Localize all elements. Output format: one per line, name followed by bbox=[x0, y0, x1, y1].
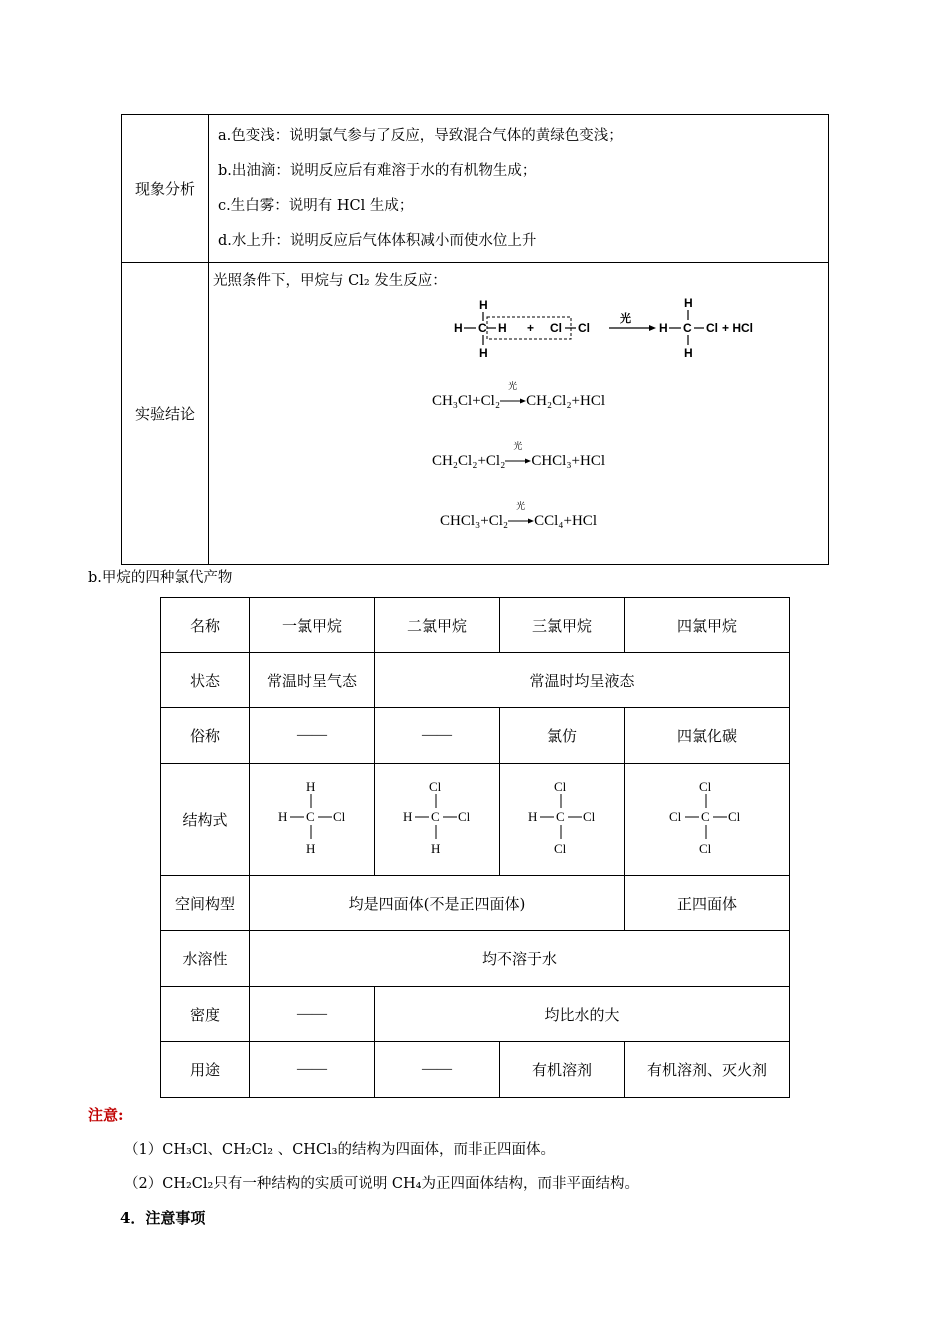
svg-text:H: H bbox=[306, 778, 316, 794]
table-row bbox=[161, 1042, 790, 1098]
table-cell: 均是四面体(不是正四面体) bbox=[250, 876, 625, 931]
svg-text:C: C bbox=[306, 808, 315, 824]
equation: CH₃Cl+Cl₂ 光 CH₂Cl₂+HCl bbox=[431, 381, 606, 409]
svg-text:Cl: Cl bbox=[333, 808, 346, 824]
svg-text:Cl: Cl bbox=[583, 808, 596, 824]
conclusion-content bbox=[209, 263, 829, 565]
analysis-row bbox=[122, 115, 829, 263]
experiment-table bbox=[121, 114, 829, 565]
notes-title: 注意: bbox=[88, 1106, 124, 1124]
conclusion-row bbox=[122, 263, 829, 565]
table-row bbox=[161, 876, 790, 931]
atom-h: H bbox=[454, 321, 463, 335]
reaction-arrow bbox=[505, 457, 531, 465]
row-label: 用途 bbox=[161, 1042, 250, 1098]
next-heading: 4．注意事项 bbox=[120, 1209, 206, 1227]
header-cell: 四氯甲烷 bbox=[625, 598, 790, 653]
table-cell: 均不溶于水 bbox=[250, 931, 790, 987]
table-cell: 四氯化碳 bbox=[625, 708, 790, 764]
equation: CHCl₃+Cl₂ 光 CCl₄+HCl bbox=[440, 501, 597, 529]
svg-text:C: C bbox=[431, 808, 440, 824]
table-cell: 有机溶剂 bbox=[500, 1042, 625, 1098]
reaction-arrow bbox=[500, 397, 526, 405]
note-item: （1）CH₃Cl、CH₂Cl₂ 、CHCl₃的结构为四面体，而非正四面体。 bbox=[124, 1142, 555, 1158]
table-cell: 常温时均呈液态 bbox=[375, 653, 790, 708]
row-label: 俗称 bbox=[161, 708, 250, 764]
table-row bbox=[161, 653, 790, 708]
section-title: b.甲烷的四种氯代产物 bbox=[88, 570, 233, 586]
table-row bbox=[161, 598, 790, 653]
atom-c: C bbox=[683, 321, 692, 335]
table-cell: 正四面体 bbox=[625, 876, 790, 931]
atom-cl: Cl bbox=[578, 321, 590, 335]
structure-chcl3 bbox=[500, 764, 625, 876]
chloromethanes-table bbox=[160, 597, 790, 1098]
structure-ch2cl2 bbox=[375, 764, 500, 876]
analysis-content bbox=[209, 115, 829, 263]
structural-formula bbox=[397, 777, 477, 859]
light-condition: 光 bbox=[620, 313, 631, 325]
table-cell: —— bbox=[250, 708, 375, 764]
table-cell: —— bbox=[375, 1042, 500, 1098]
svg-text:H: H bbox=[278, 808, 288, 824]
table-cell: —— bbox=[250, 987, 375, 1042]
product-hcl: + HCl bbox=[722, 321, 754, 335]
reaction-arrow bbox=[508, 517, 534, 525]
row-label: 空间构型 bbox=[161, 876, 250, 931]
atom-h: H bbox=[479, 298, 488, 312]
svg-text:Cl: Cl bbox=[429, 778, 442, 794]
table-cell: —— bbox=[250, 1042, 375, 1098]
header-cell: 二氯甲烷 bbox=[375, 598, 500, 653]
row-label: 状态 bbox=[161, 653, 250, 708]
table-row bbox=[161, 987, 790, 1042]
structural-formula bbox=[522, 777, 602, 859]
svg-text:Cl: Cl bbox=[554, 840, 567, 856]
row-label: 结构式 bbox=[161, 764, 250, 876]
structural-formula bbox=[272, 777, 352, 859]
equation: CH₂Cl₂+Cl₂ 光 CHCl₃+HCl bbox=[431, 441, 606, 469]
table-row bbox=[161, 931, 790, 987]
structure-ch3cl bbox=[250, 764, 375, 876]
analysis-label: 现象分析 bbox=[122, 115, 209, 263]
svg-text:C: C bbox=[556, 808, 565, 824]
note-item: （2）CH₂Cl₂只有一种结构的实质可说明 CH₄为正四面体结构，而非平面结构。 bbox=[124, 1176, 639, 1192]
atom-h: H bbox=[498, 321, 507, 335]
svg-text:H: H bbox=[306, 840, 316, 856]
svg-text:H: H bbox=[528, 808, 538, 824]
table-cell: 常温时呈气态 bbox=[250, 653, 375, 708]
row-label: 密度 bbox=[161, 987, 250, 1042]
svg-text:C: C bbox=[701, 808, 710, 824]
analysis-item: c.生白雾：说明有 HCl 生成； bbox=[218, 197, 414, 214]
atom-cl: Cl bbox=[550, 321, 562, 335]
analysis-item: d.水上升：说明反应后气体体积减小而使水位上升 bbox=[218, 232, 537, 249]
svg-text:Cl: Cl bbox=[554, 778, 567, 794]
atom-h: H bbox=[684, 346, 693, 360]
svg-text:Cl: Cl bbox=[458, 808, 471, 824]
conclusion-intro: 光照条件下，甲烷与 Cl₂ 发生反应： bbox=[213, 273, 447, 289]
plus-sign: + bbox=[527, 321, 535, 335]
header-cell: 三氯甲烷 bbox=[500, 598, 625, 653]
methane-chlorination-scheme bbox=[444, 297, 784, 367]
structural-formula bbox=[667, 777, 747, 859]
table-cell: 有机溶剂、灭火剂 bbox=[625, 1042, 790, 1098]
svg-text:H: H bbox=[403, 808, 413, 824]
header-cell: 一氯甲烷 bbox=[250, 598, 375, 653]
conclusion-label: 实验结论 bbox=[122, 263, 209, 565]
table-cell: 均比水的大 bbox=[375, 987, 790, 1042]
table-cell: —— bbox=[375, 708, 500, 764]
table-cell: 氯仿 bbox=[500, 708, 625, 764]
svg-text:Cl: Cl bbox=[699, 778, 712, 794]
analysis-item: b.出油滴：说明反应后有难溶于水的有机物生成； bbox=[218, 162, 537, 179]
svg-text:H: H bbox=[431, 840, 441, 856]
svg-text:Cl: Cl bbox=[699, 840, 712, 856]
table-row bbox=[161, 708, 790, 764]
svg-text:Cl: Cl bbox=[728, 808, 741, 824]
row-label: 水溶性 bbox=[161, 931, 250, 987]
atom-cl: Cl bbox=[706, 321, 718, 335]
analysis-item: a.色变浅：说明氯气参与了反应，导致混合气体的黄绿色变浅； bbox=[218, 127, 623, 144]
atom-h: H bbox=[684, 297, 693, 310]
atom-c: C bbox=[478, 321, 487, 335]
atom-h: H bbox=[479, 346, 488, 360]
atom-h: H bbox=[659, 321, 668, 335]
header-cell: 名称 bbox=[161, 598, 250, 653]
table-row bbox=[161, 764, 790, 876]
structure-ccl4 bbox=[625, 764, 790, 876]
svg-text:Cl: Cl bbox=[669, 808, 682, 824]
